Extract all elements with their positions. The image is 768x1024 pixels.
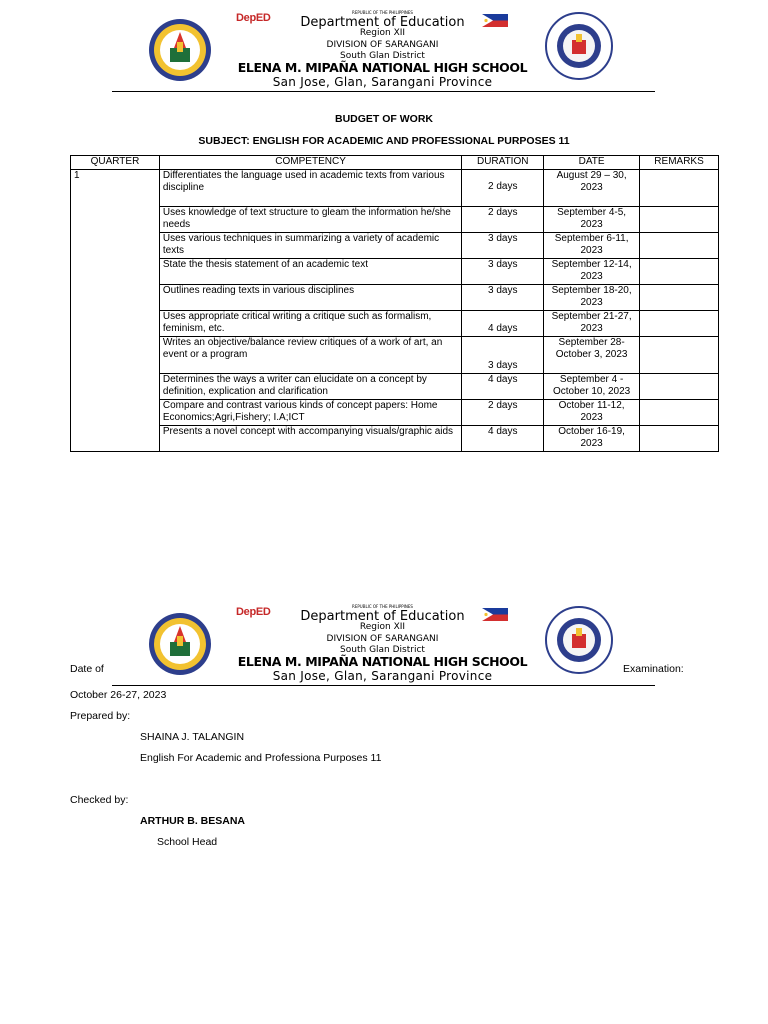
quarter-cell: 1 — [71, 169, 160, 451]
table-row — [71, 206, 719, 232]
duration-cell: 4 days — [462, 310, 544, 336]
exam-date: October 26-27, 2023 — [70, 689, 167, 701]
duration-cell: 3 days — [462, 336, 544, 373]
examination-label: Examination: — [623, 663, 684, 675]
date-cell: September 18-20, 2023 — [544, 284, 640, 310]
duration-cell: 2 days — [462, 169, 544, 206]
date-cell: September 28-October 3, 2023 — [544, 336, 640, 373]
remarks-cell — [640, 310, 719, 336]
remarks-cell — [640, 258, 719, 284]
table-row — [71, 284, 719, 310]
date-of-label: Date of — [70, 663, 104, 675]
district-label: South Glan District — [340, 645, 425, 655]
school-address: San Jose, Glan, Sarangani Province — [272, 669, 493, 683]
duration-cell: 3 days — [462, 284, 544, 310]
region-label: Region XII — [359, 622, 406, 632]
duration-cell: 4 days — [462, 425, 544, 451]
competency-cell: Determines the ways a writer can elucidate on a concept by definition, explication and clarification — [159, 373, 461, 399]
competency-cell: Uses knowledge of text structure to gleam the information he/she needs — [159, 206, 461, 232]
table-row — [71, 232, 719, 258]
deped-logo: DepED — [236, 606, 271, 618]
header-remarks: REMARKS — [640, 156, 719, 170]
duration-cell: 2 days — [462, 206, 544, 232]
date-cell: September 12-14, 2023 — [544, 258, 640, 284]
philippine-flag-icon — [482, 608, 508, 621]
duration-cell: 4 days — [462, 373, 544, 399]
letterhead-top — [140, 12, 660, 102]
table-row — [71, 169, 719, 206]
table-header-row — [71, 156, 719, 170]
deped-logo: DepED — [236, 12, 271, 24]
remarks-cell — [640, 336, 719, 373]
checked-by-label: Checked by: — [70, 794, 129, 806]
remarks-cell — [640, 373, 719, 399]
republic-label: REPUBLIC OF THE PHILIPPINES — [352, 604, 413, 609]
competency-cell: Presents a novel concept with accompanying visuals/graphic aids — [159, 425, 461, 451]
budget-of-work-table — [70, 155, 719, 452]
date-cell: August 29 – 30, 2023 — [544, 169, 640, 206]
duration-cell: 2 days — [462, 399, 544, 425]
competency-cell: State the thesis statement of an academic text — [159, 258, 461, 284]
school-name: ELENA M. MIPAÑA NATIONAL HIGH SCHOOL — [237, 654, 528, 669]
remarks-cell — [640, 232, 719, 258]
republic-label: REPUBLIC OF THE PHILIPPINES — [352, 10, 413, 15]
school-name: ELENA M. MIPAÑA NATIONAL HIGH SCHOOL — [237, 60, 528, 75]
deped-seal-icon — [545, 606, 613, 674]
remarks-cell — [640, 169, 719, 206]
date-cell: October 16-19, 2023 — [544, 425, 640, 451]
competency-cell: Writes an objective/balance review critiques of a work of art, an event or a program — [159, 336, 461, 373]
header-duration: DURATION — [462, 156, 544, 170]
date-cell: September 21-27, 2023 — [544, 310, 640, 336]
school-address: San Jose, Glan, Sarangani Province — [272, 75, 493, 89]
table-row — [71, 258, 719, 284]
header-rule — [112, 91, 655, 92]
division-label: DIVISION OF SARANGANI — [326, 40, 439, 50]
date-cell: September 4-5, 2023 — [544, 206, 640, 232]
competency-cell: Uses various techniques in summarizing a variety of academic texts — [159, 232, 461, 258]
date-cell: October 11-12, 2023 — [544, 399, 640, 425]
remarks-cell — [640, 206, 719, 232]
competency-cell: Compare and contrast various kinds of concept papers: Home Economics;Agri,Fishery; I.A;ICT — [159, 399, 461, 425]
checker-title: School Head — [157, 836, 218, 848]
division-label: DIVISION OF SARANGANI — [326, 634, 439, 644]
date-cell: September 6-11, 2023 — [544, 232, 640, 258]
header-date: DATE — [544, 156, 640, 170]
table-row — [71, 373, 719, 399]
header-quarter: QUARTER — [71, 156, 160, 170]
date-cell: September 4 - October 10, 2023 — [544, 373, 640, 399]
department-name: Department of Education — [300, 609, 465, 624]
prepared-by-label: Prepared by: — [70, 710, 131, 722]
header-competency: COMPETENCY — [159, 156, 461, 170]
subject-title: SUBJECT: ENGLISH FOR ACADEMIC AND PROFESSIONAL PURPOSES 11 — [198, 135, 570, 147]
deped-seal-icon — [545, 12, 613, 80]
header-rule — [112, 685, 655, 686]
department-name: Department of Education — [300, 15, 465, 30]
table-row — [71, 399, 719, 425]
remarks-cell — [640, 425, 719, 451]
table-row — [71, 425, 719, 451]
duration-cell: 3 days — [462, 258, 544, 284]
remarks-cell — [640, 284, 719, 310]
checker-name: ARTHUR B. BESANA — [140, 815, 245, 827]
letterhead-bottom — [140, 606, 660, 696]
competency-cell: Differentiates the language used in academic texts from various discipline — [159, 169, 461, 206]
district-label: South Glan District — [340, 51, 425, 61]
remarks-cell — [640, 399, 719, 425]
table-row — [71, 310, 719, 336]
preparer-name: SHAINA J. TALANGIN — [140, 731, 245, 743]
table-row — [71, 336, 719, 373]
document-title: BUDGET OF WORK — [335, 113, 433, 125]
competency-cell: Uses appropriate critical writing a critique such as formalism, feminism, etc. — [159, 310, 461, 336]
preparer-subject: English For Academic and Professiona Purposes 11 — [140, 752, 382, 764]
philippine-flag-icon — [482, 14, 508, 27]
region-label: Region XII — [359, 28, 406, 38]
duration-cell: 3 days — [462, 232, 544, 258]
competency-cell: Outlines reading texts in various disciplines — [159, 284, 461, 310]
